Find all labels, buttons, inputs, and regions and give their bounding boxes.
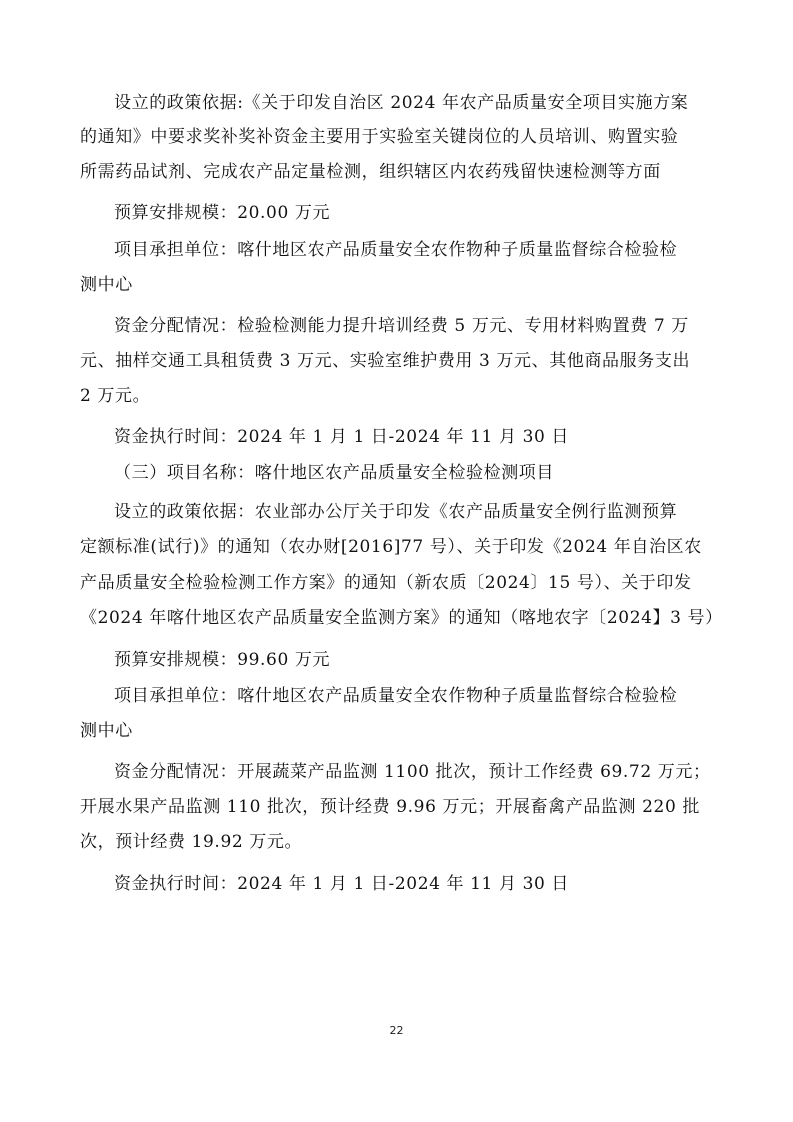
fund-allocation-2-line-1: 资金分配情况：开展蔬菜产品监测 1100 批次，预计工作经费 69.72 万元； [114,762,711,782]
budget-scale-2: 预算安排规模：99.60 万元 [114,650,331,670]
policy-basis-2-line-4: 《2024 年喀什地区农产品质量安全监测方案》的通知（喀地农字〔2024】3 号） [80,608,723,628]
policy-basis-line-1: 设立的政策依据:《关于印发自治区 2024 年农产品质量安全项目实施方案 [114,93,689,113]
undertaking-unit-line-1: 项目承担单位：喀什地区农产品质量安全农作物种子质量监督综合检验检 [114,240,678,260]
page-number: 22 [389,1024,404,1037]
fund-allocation-2-line-3: 次，预计经费 19.92 万元。 [80,832,303,852]
policy-basis-line-3: 所需药品试剂、完成农产品定量检测，组织辖区内农药残留快速检测等方面 [80,162,661,182]
undertaking-unit-2-line-1: 项目承担单位：喀什地区农产品质量安全农作物种子质量监督综合检验检 [114,686,678,706]
fund-allocation-2-line-2: 开展水果产品监测 110 批次，预计经费 9.96 万元；开展畜禽产品监测 220 批 [80,797,700,817]
policy-basis-2-line-2: 定额标准(试行)》的通知（农办财[2016]77 号）、关于印发《2024 年自治区农 [80,537,702,557]
policy-basis-2-line-1: 设立的政策依据：农业部办公厅关于印发《农产品质量安全例行监测预算 [114,502,678,522]
policy-basis-2-line-3: 产品质量安全检验检测工作方案》的通知（新农质〔2024〕15 号）、关于印发 [80,573,692,593]
budget-scale: 预算安排规模：20.00 万元 [114,203,331,223]
policy-basis-line-2: 的通知》中要求奖补奖补资金主要用于实验室关键岗位的人员培训、购置实验 [80,127,679,147]
execution-time: 资金执行时间：2024 年 1 月 1 日-2024 年 11 月 30 日 [114,427,570,447]
fund-allocation-line-3: 2 万元。 [80,386,151,406]
fund-allocation-line-1: 资金分配情况：检验检测能力提升培训经费 5 万元、专用材料购置费 7 万 [114,316,689,336]
undertaking-unit-2-line-2: 测中心 [80,721,133,741]
execution-time-2: 资金执行时间：2024 年 1 月 1 日-2024 年 11 月 30 日 [114,874,570,894]
section-heading-project-3: （三）项目名称：喀什地区农产品质量安全检验检测项目 [114,463,554,483]
undertaking-unit-line-2: 测中心 [80,275,133,295]
fund-allocation-line-2: 元、抽样交通工具租赁费 3 万元、实验室维护费用 3 万元、其他商品服务支出 [80,351,691,371]
